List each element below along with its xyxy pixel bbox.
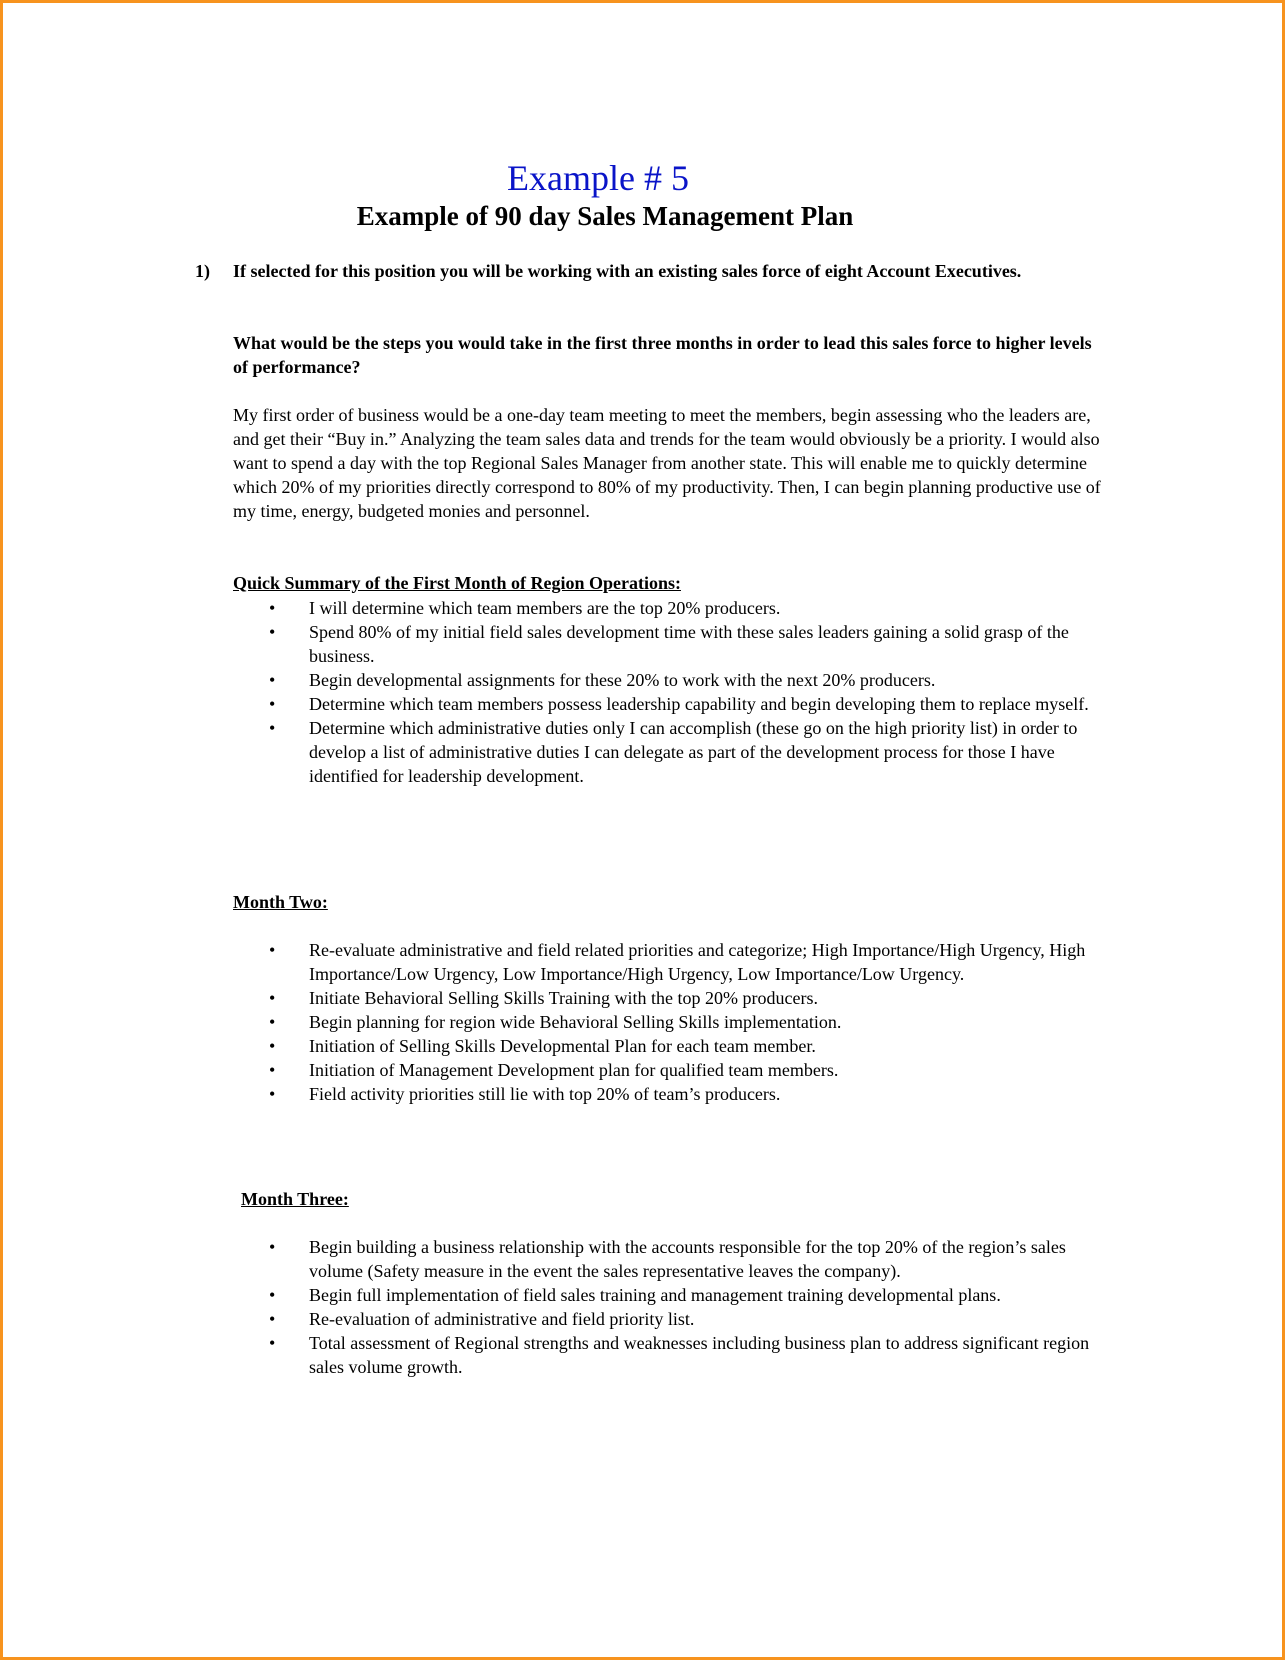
bullet-icon: • xyxy=(269,988,276,1008)
list-item: • Initiation of Management Development plan for qualified team members. xyxy=(269,1060,839,1080)
list-item: • Determine which administrative duties only I can accomplish (these go on the high priority list) in order to develop a list of administrative duties I can delegate as part of the development process for those I have identified for leadership development. xyxy=(269,718,1078,786)
list-item: • Field activity priorities still lie with top 20% of team’s producers. xyxy=(269,1084,781,1104)
bullet-icon: • xyxy=(269,598,276,618)
bullet-icon: • xyxy=(269,718,276,738)
month-one-list xyxy=(269,596,1099,788)
list-item: • I will determine which team members are the top 20% producers. xyxy=(269,598,781,618)
question-number: 1) xyxy=(195,261,210,281)
question-prompt-2: What would be the steps you would take in the first three months in order to lead this sales force to higher levels of performance? xyxy=(233,333,1092,377)
list-item: • Begin planning for region wide Behavioral Selling Skills implementation. xyxy=(269,1012,842,1032)
bullet-icon: • xyxy=(269,1084,276,1104)
list-item: • Re-evaluate administrative and field related priorities and categorize; High Importance/High Urgency, High Importance/Low Urgency, Low Importance/High Urgency, Low Importance/Low Urgency. xyxy=(269,940,1086,984)
bullet-icon: • xyxy=(269,1309,276,1329)
list-item: • Determine which team members possess leadership capability and begin developing them to replace myself. xyxy=(269,694,1089,714)
list-item: • Begin building a business relationship with the accounts responsible for the top 20% of the region’s sales volume (Safety measure in the event the sales representative leaves the company). xyxy=(269,1237,1066,1281)
month-two-list xyxy=(269,938,1099,1106)
page-title: Example # 5 xyxy=(507,158,689,198)
bullet-icon: • xyxy=(269,1036,276,1056)
month-three-heading: Month Three: xyxy=(241,1189,349,1209)
bullet-icon: • xyxy=(269,1060,276,1080)
bullet-icon: • xyxy=(269,1012,276,1032)
list-item: • Initiate Behavioral Selling Skills Training with the top 20% producers. xyxy=(269,988,818,1008)
month-three-list xyxy=(269,1235,1099,1379)
list-item: • Total assessment of Regional strengths and weaknesses including business plan to address significant region sales volume growth. xyxy=(269,1333,1090,1377)
bullet-icon: • xyxy=(269,670,276,690)
bullet-icon: • xyxy=(269,1285,276,1305)
bullet-icon: • xyxy=(269,1237,276,1257)
list-item: • Initiation of Selling Skills Developmental Plan for each team member. xyxy=(269,1036,816,1056)
page-subtitle: Example of 90 day Sales Management Plan xyxy=(356,201,854,231)
answer-paragraph: My first order of business would be a one-day team meeting to meet the members, begin assessing who the leaders are, and get their “Buy in.” Analyzing the team sales data and trends for the team would obviously be a priority. I would also want to spend a day with the top Regional Sales Manager from another state. This will enable me to quickly determine which 20% of my priorities directly correspond to 80% of my productivity. Then, I can begin planning productive use of my time, energy, budgeted monies and personnel. xyxy=(233,405,1101,521)
bullet-icon: • xyxy=(269,940,276,960)
list-item: • Re-evaluation of administrative and field priority list. xyxy=(269,1309,695,1329)
list-item: • Begin full implementation of field sales training and management training developmental plans. xyxy=(269,1285,1001,1305)
bullet-icon: • xyxy=(269,694,276,714)
month-one-heading: Quick Summary of the First Month of Region Operations: xyxy=(233,573,681,593)
bullet-icon: • xyxy=(269,622,276,642)
question-prompt: If selected for this position you will be working with an existing sales force of eight Account Executives. xyxy=(233,261,1022,281)
list-item: • Begin developmental assignments for these 20% to work with the next 20% producers. xyxy=(269,670,936,690)
month-two-heading: Month Two: xyxy=(233,892,328,912)
list-item: • Spend 80% of my initial field sales development time with these sales leaders gaining a solid grasp of the business. xyxy=(269,622,1069,666)
bullet-icon: • xyxy=(269,1333,276,1353)
